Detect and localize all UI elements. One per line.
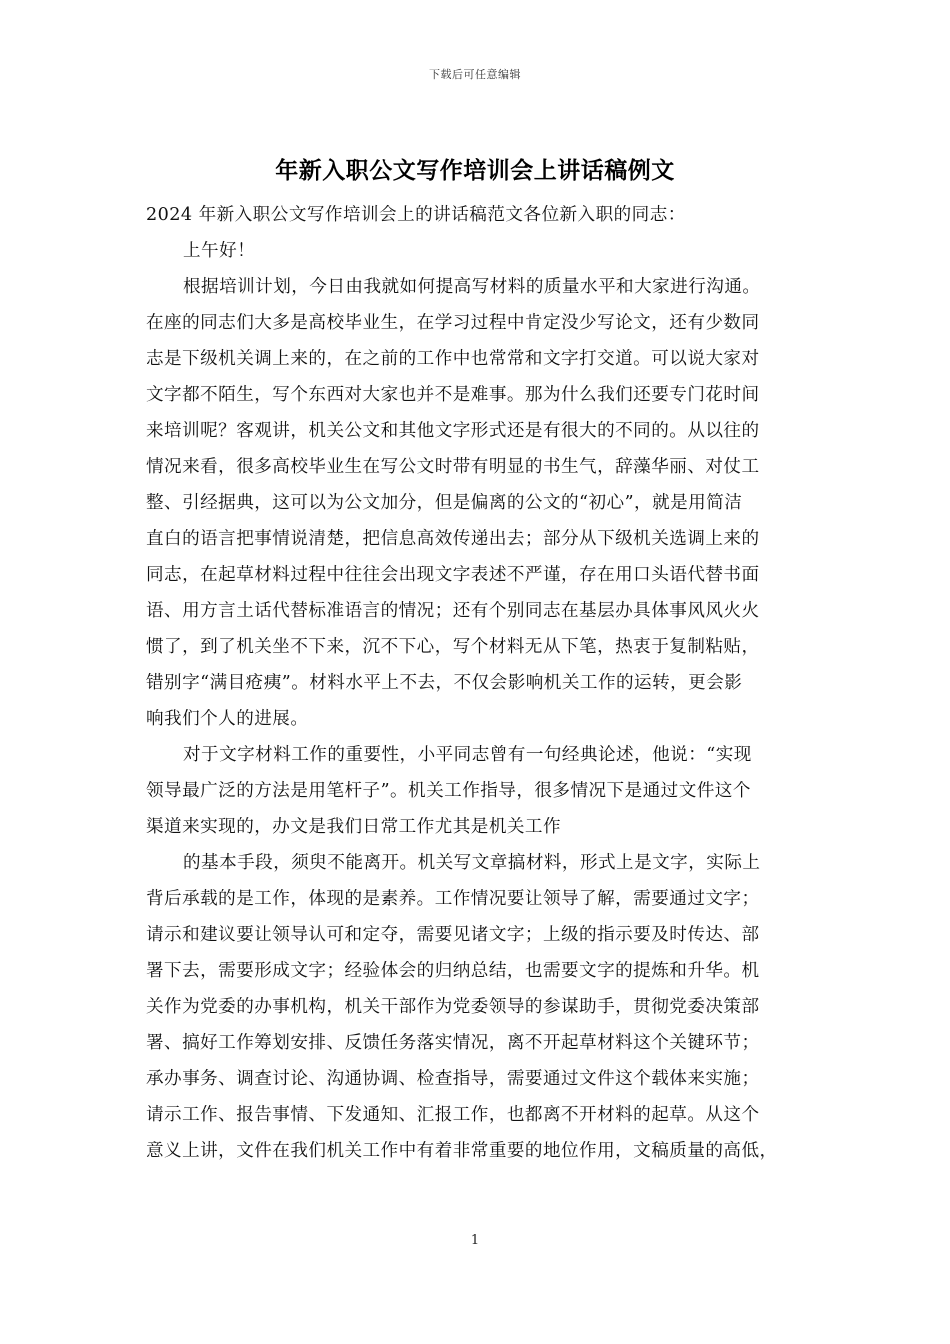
text-line: 在座的同志们大多是高校毕业生，在学习过程中肯定没少写论文，还有少数同 xyxy=(146,313,760,333)
text-line: 渠道来实现的，办文是我们日常工作尤其是机关工作 xyxy=(146,817,562,837)
text-line: 的基本手段，须臾不能离开。机关写文章搞材料，形式上是文字，实际上 xyxy=(183,853,761,873)
text-line: 关作为党委的办事机构，机关干部作为党委领导的参谋助手，贯彻党委决策部 xyxy=(146,997,760,1017)
text-line: 署下去，需要形成文字；经验体会的归纳总结，也需要文字的提炼和升华。机 xyxy=(146,961,760,981)
text-line: 整、引经据典，这可以为公文加分，但是偏离的公文的“初心”，就是用简洁 xyxy=(146,493,743,513)
text-line: 惯了，到了机关坐不下来，沉不下心，写个材料无从下笔，热衷于复制粘贴， xyxy=(146,637,760,657)
text-line: 背后承载的是工作，体现的是素养。工作情况要让领导了解，需要通过文字； xyxy=(146,889,760,909)
text-line: 志是下级机关调上来的，在之前的工作中也常常和文字打交道。可以说大家对 xyxy=(146,349,760,369)
text-line: 意义上讲，文件在我们机关工作中有着非常重要的地位作用，文稿质量的高低， xyxy=(146,1141,778,1161)
text-line: 请示和建议要让领导认可和定夺，需要见诸文字；上级的指示要及时传达、部 xyxy=(146,925,760,945)
page-header: 下载后可任意编辑 xyxy=(429,68,521,81)
text-line: 来培训呢？客观讲，机关公文和其他文字形式还是有很大的不同的。从以往的 xyxy=(146,421,760,441)
text-line: 承办事务、调查讨论、沟通协调、检查指导，需要通过文件这个载体来实施； xyxy=(146,1069,760,1089)
text-line: 情况来看，很多高校毕业生在写公文时带有明显的书生气，辞藻华丽、对仗工 xyxy=(146,457,760,477)
text-line: 根据培训计划，今日由我就如何提高写材料的质量水平和大家进行沟通。 xyxy=(183,277,761,297)
text-line: 对于文字材料工作的重要性，小平同志曾有一句经典论述，他说：“实现 xyxy=(183,745,752,765)
text-line: 直白的语言把事情说清楚，把信息高效传递出去；部分从下级机关选调上来的 xyxy=(146,529,760,549)
text-line: 2024 年新入职公文写作培训会上的讲话稿范文各位新入职的同志： xyxy=(146,205,686,225)
text-line: 领导最广泛的方法是用笔杆子”。机关工作指导，很多情况下是通过文件这个 xyxy=(146,781,751,801)
document-body xyxy=(146,197,806,1169)
text-line: 文字都不陌生，写个东西对大家也并不是难事。那为什么我们还要专门花时间 xyxy=(146,385,760,405)
text-line: 同志，在起草材料过程中往往会出现文字表述不严谨，存在用口头语代替书面 xyxy=(146,565,760,585)
page-number: 1 xyxy=(470,1233,480,1248)
text-line: 语、用方言土话代替标准语言的情况；还有个别同志在基层办具体事风风火火 xyxy=(146,601,760,621)
text-line: 请示工作、报告事情、下发通知、汇报工作，也都离不开材料的起草。从这个 xyxy=(146,1105,760,1125)
text-line: 错别字“满目疮痍”。材料水平上不去，不仅会影响机关工作的运转，更会影 xyxy=(146,673,743,693)
document-title: 年新入职公文写作培训会上讲话稿例文 xyxy=(275,157,675,184)
text-line: 署、搞好工作筹划安排、反馈任务落实情况，离不开起草材料这个关键环节； xyxy=(146,1033,760,1053)
text-line: 上午好！ xyxy=(183,241,256,261)
text-line: 响我们个人的进展。 xyxy=(146,709,309,729)
